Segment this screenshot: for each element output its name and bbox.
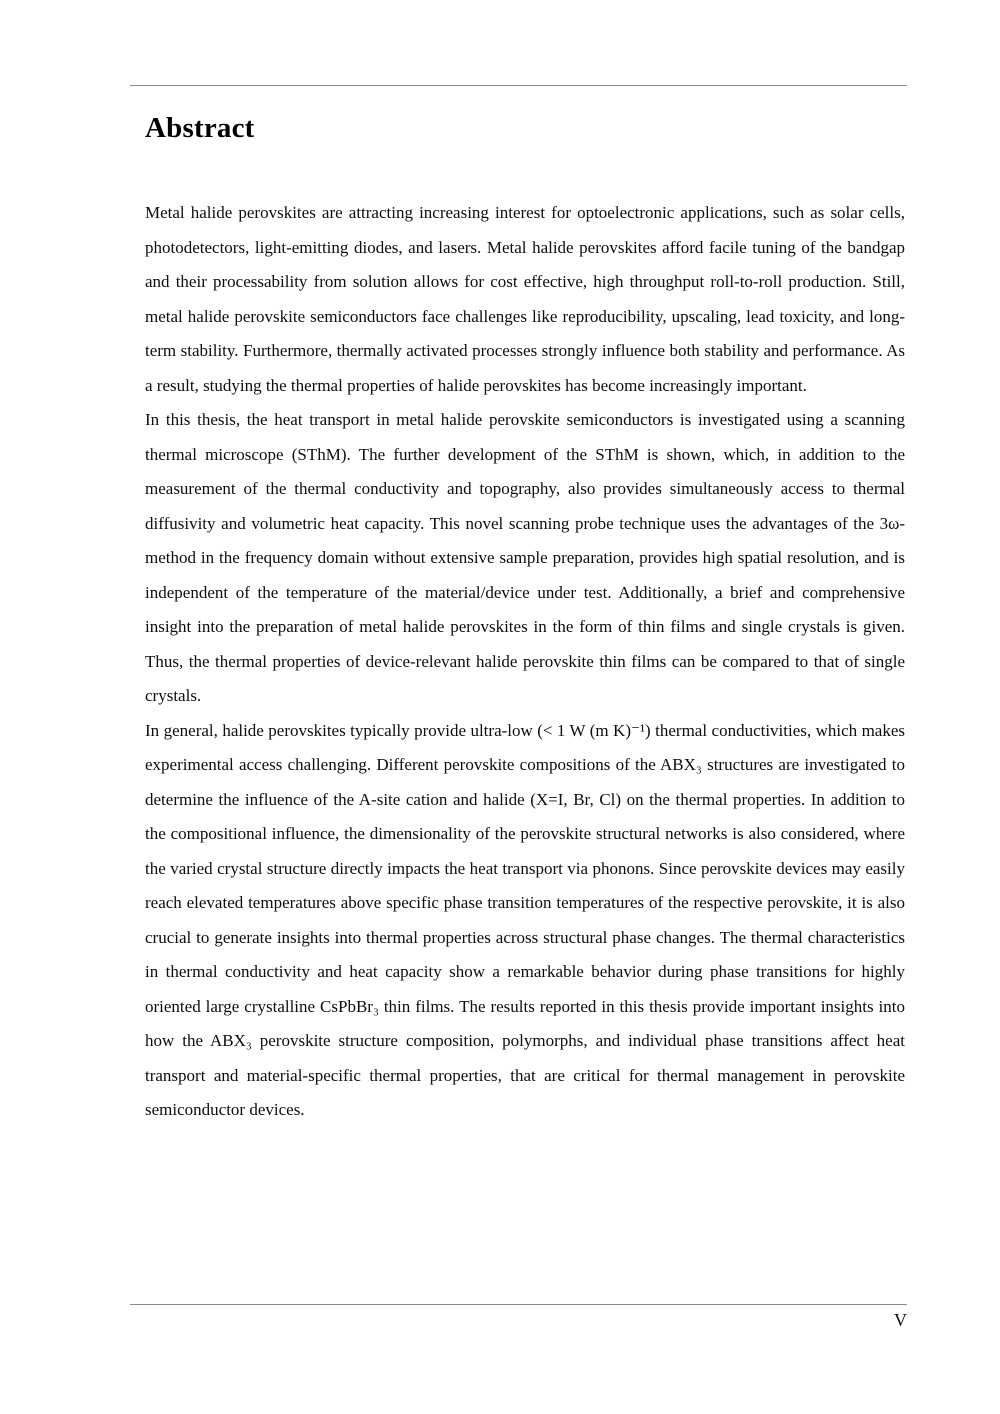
- page-number: V: [894, 1310, 907, 1330]
- header-rule: [130, 85, 907, 86]
- abstract-body: [145, 196, 905, 1128]
- footer-rule: [130, 1304, 907, 1305]
- page-title: Abstract: [145, 112, 255, 144]
- abstract-paragraph-2: In this thesis, the heat transport in metal halide perovskite semiconductors is investigated using a scanning thermal microscope (SThM). The further development of the SThM is shown, which, in addition to the measurement of the thermal conductivity and topography, also provides simultaneously access to thermal diffusivity and volumetric heat capacity. This novel scanning probe technique uses the advantages of the 3ω-method in the frequency domain without extensive sample preparation, provides high spatial resolution, and is independent of the temperature of the material/device under test. Additionally, a brief and comprehensive insight into the preparation of metal halide perovskites in the form of thin films and single crystals is given. Thus, the thermal properties of device-relevant halide perovskite thin films can be compared to that of single crystals.: [145, 410, 905, 705]
- abstract-paragraph-3: In general, halide perovskites typically provide ultra-low (< 1 W (m K)⁻¹) thermal conductivities, which makes experimental access challenging. Different perovskite compositions of the ABX₃ structures are investigated to determine the influence of the A-site cation and halide (X=I, Br, Cl) on the thermal properties. In addition to the compositional influence, the dimensionality of the perovskite structural networks is also considered, where the varied crystal structure directly impacts the heat transport via phonons. Since perovskite devices may easily reach elevated temperatures above specific phase transition temperatures of the respective perovskite, it is also crucial to generate insights into thermal properties across structural phase changes. The thermal characteristics in thermal conductivity and heat capacity show a remarkable behavior during phase transitions for highly oriented large crystalline CsPbBr₃ thin films. The results reported in this thesis provide important insights into how the ABX₃ perovskite structure composition, polymorphs, and individual phase transitions affect heat transport and material-specific thermal properties, that are critical for thermal management in perovskite semiconductor devices.: [145, 720, 905, 1119]
- abstract-paragraph-1: Metal halide perovskites are attracting increasing interest for optoelectronic applications, such as solar cells, photodetectors, light-emitting diodes, and lasers. Metal halide perovskites afford facile tuning of the bandgap and their processability from solution allows for cost effective, high throughput roll-to-roll production. Still, metal halide perovskite semiconductors face challenges like reproducibility, upscaling, lead toxicity, and long-term stability. Furthermore, thermally activated processes strongly influence both stability and performance. As a result, studying the thermal properties of halide perovskites has become increasingly important.: [145, 203, 905, 395]
